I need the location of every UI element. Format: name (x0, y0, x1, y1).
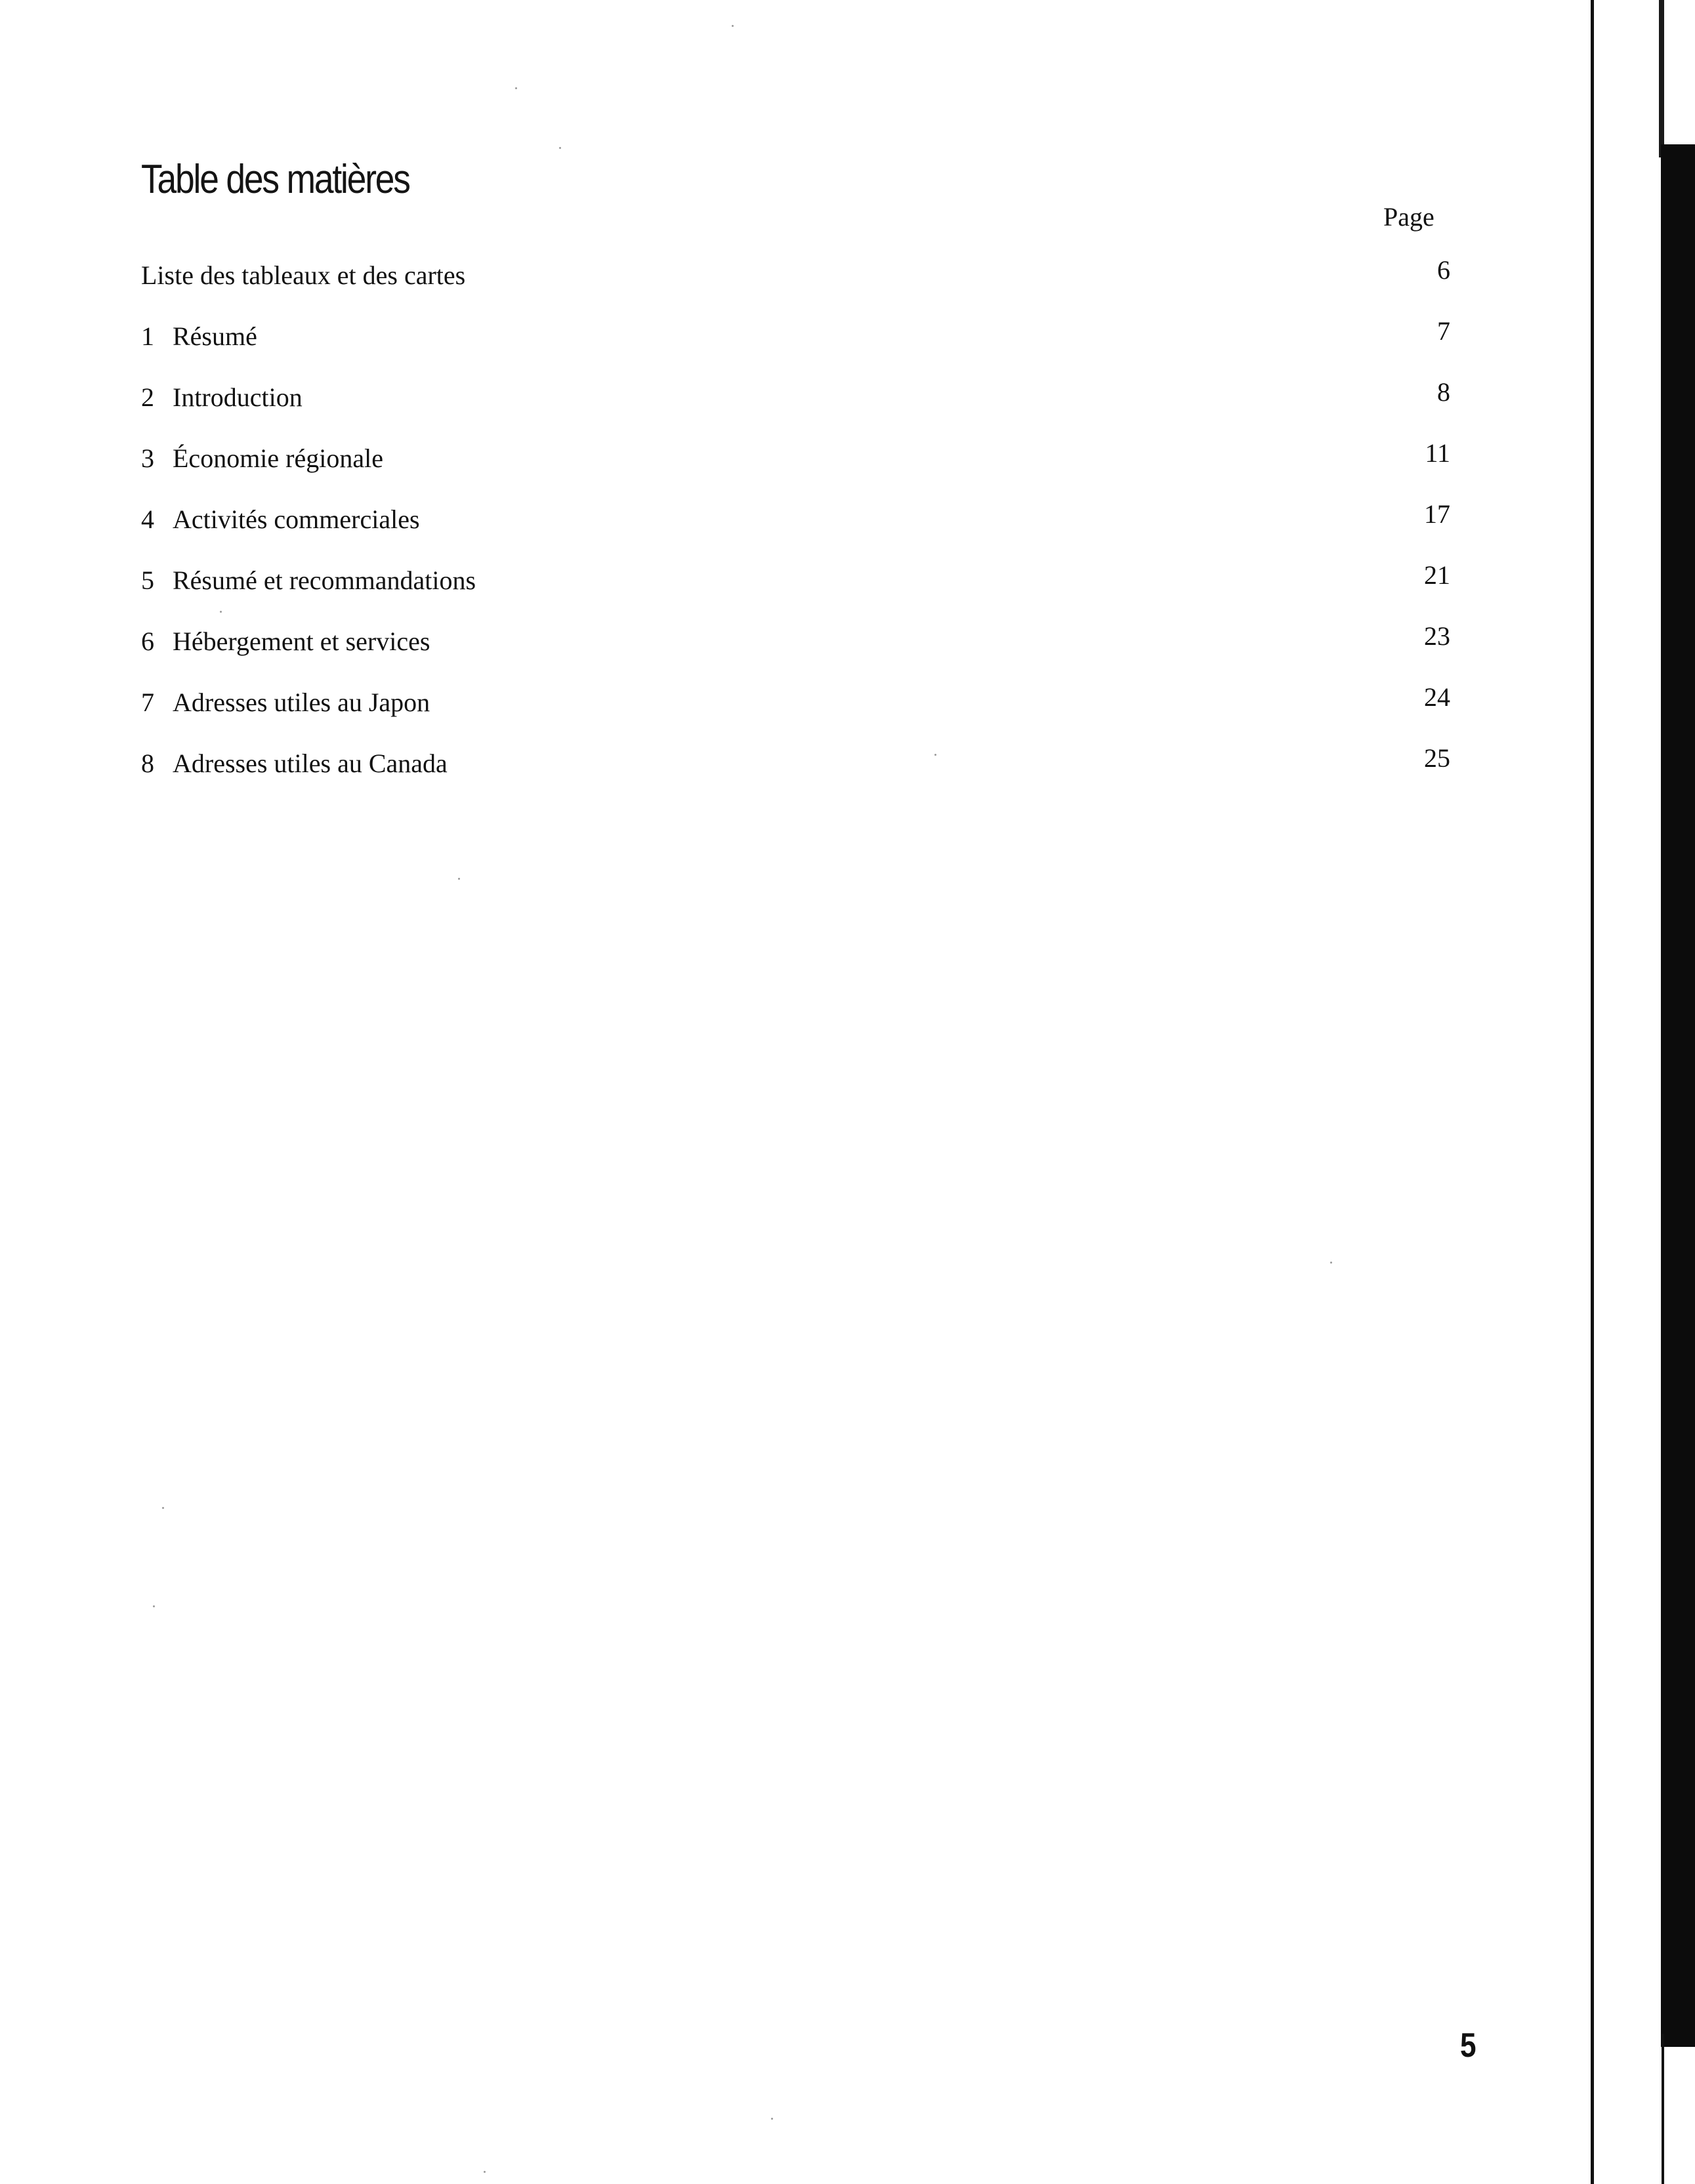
toc-entry-number: 7 (141, 688, 154, 717)
toc-entry-number: 8 (141, 749, 154, 778)
scan-speck (162, 1507, 164, 1509)
scan-speck (559, 147, 561, 149)
toc-entry-number: 3 (141, 443, 154, 473)
scan-speck (732, 25, 734, 27)
scan-speck (220, 611, 222, 613)
scan-speck (484, 2171, 486, 2173)
scan-speck (1330, 1262, 1332, 1264)
toc-entry-label: Adresses utiles au Canada (173, 749, 448, 778)
toc-entry-page: 6 (1437, 255, 1450, 285)
toc-entry-number: 2 (141, 382, 154, 412)
scan-speck (934, 754, 936, 756)
toc-entry-number: 5 (141, 566, 154, 595)
toc-entry (141, 499, 1450, 565)
scan-speck (515, 87, 517, 89)
page-column-header: Page (1383, 202, 1434, 232)
toc-entry (141, 316, 1450, 382)
toc-entry-page: 8 (1437, 377, 1450, 407)
toc-entry-page: 25 (1424, 743, 1450, 773)
toc-entry (141, 560, 1450, 626)
toc-entry-page: 11 (1425, 438, 1450, 468)
toc-entry-label: Adresses utiles au Japon (173, 688, 430, 717)
toc-entry (141, 438, 1450, 504)
toc-entry-label: Activités commerciales (173, 505, 420, 534)
toc-entry-label: Économie régionale (173, 443, 383, 473)
toc-entry-page: 7 (1437, 316, 1450, 346)
toc-entry-page: 21 (1424, 560, 1450, 590)
toc-entry-label: Introduction (173, 382, 303, 412)
binding-line (1591, 0, 1594, 2184)
toc-entry (141, 377, 1450, 443)
toc-entry (141, 682, 1450, 748)
toc-entry-number: 1 (141, 321, 154, 351)
scan-speck (153, 1605, 155, 1607)
toc-entry (141, 621, 1450, 687)
page-title: Table des matières (141, 157, 409, 202)
toc-entry-label: Hébergement et services (173, 627, 430, 656)
toc-entry (141, 255, 1450, 321)
scan-speck (771, 2118, 773, 2120)
toc-entry-label: Résumé et recommandations (173, 566, 476, 595)
toc-entry-label: Résumé (173, 321, 257, 351)
toc-entry-number: 6 (141, 627, 154, 656)
binding-shadow (1661, 144, 1695, 2047)
toc-entry-label: Liste des tableaux et des cartes (141, 260, 466, 290)
page-number: 5 (1460, 2027, 1476, 2065)
binding-shadow-top (1659, 0, 1664, 157)
toc-entry-page: 17 (1424, 499, 1450, 529)
toc-entry-page: 23 (1424, 621, 1450, 651)
toc-entry-number: 4 (141, 505, 154, 534)
toc-entry (141, 743, 1450, 809)
table-of-contents (141, 255, 1450, 809)
scan-speck (458, 878, 460, 880)
binding-shadow-bottom (1662, 2034, 1664, 2184)
toc-entry-page: 24 (1424, 682, 1450, 712)
